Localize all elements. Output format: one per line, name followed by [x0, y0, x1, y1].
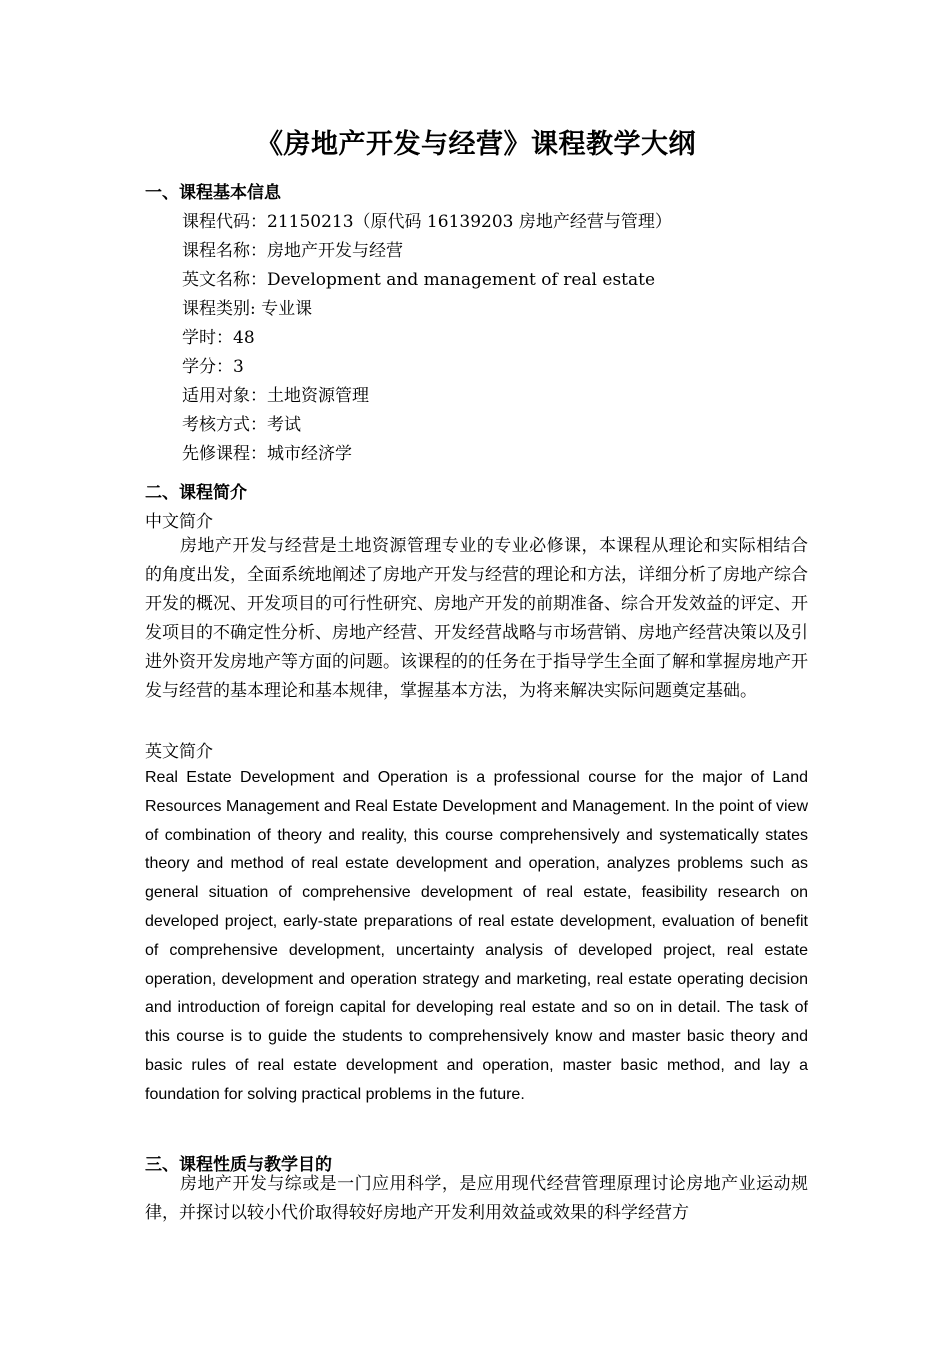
- english-intro-label: 英文简介: [145, 742, 213, 762]
- section-heading-basic-info: 一、课程基本信息: [145, 183, 281, 203]
- chinese-intro-label: 中文简介: [145, 512, 213, 532]
- course-code: 课程代码：21150213（原代码 16139203 房地产经营与管理）: [182, 212, 672, 232]
- course-credits: 学分：3: [182, 357, 244, 377]
- english-intro-paragraph: Real Estate Development and Operation is a professional course for the major of Land Resources Management and Real Estate Development and Management. In the point of view of combination of theory and reality, this course comprehensively and systematically states theory and method of real estate development and operation, analyzes problems such as general situation of comprehensive development of real estate, feasibility research on developed project, early-state preparations of real estate development, evaluation of benefit of comprehensive development, uncertainty analysis of developed project, real estate operation, development and operation strategy and marketing, real estate operating decision and introduction of foreign capital for developing real estate and so on in detail. The task of this course is to guide the students to comprehensively know and master basic theory and basic rules of real estate development and operation, master basic method, and lay a foundation for solving practical problems in the future.: [145, 769, 808, 1103]
- document-title: 《房地产开发与经营》课程教学大纲: [256, 129, 696, 160]
- course-info-list: [182, 208, 672, 469]
- course-prerequisite: 先修课程：城市经济学: [182, 444, 352, 464]
- nature-purpose-paragraph: 房地产开发与综或是一门应用科学，是应用现代经营管理原理讨论房地产业运动规律，并探讨以较小代价取得较好房地产开发利用效益或效果的科学经营方: [145, 1174, 808, 1223]
- course-audience: 适用对象：土地资源管理: [182, 386, 369, 406]
- course-assessment: 考核方式：考试: [182, 415, 301, 435]
- section-heading-introduction: 二、课程简介: [145, 483, 247, 503]
- course-category: 课程类别: 专业课: [182, 299, 313, 319]
- chinese-intro-paragraph: 房地产开发与经营是土地资源管理专业的专业必修课，本课程从理论和实际相结合的角度出发，全面系统地阐述了房地产开发与经营的理论和方法，详细分析了房地产综合开发的概况、开发项目的可行性研究、房地产开发的前期准备、综合开发效益的评定、开发项目的不确定性分析、房地产经营、开发经营战略与市场营销、房地产经营决策以及引进外资开发房地产等方面的问题。该课程的的任务在于指导学生全面了解和掌握房地产开发与经营的基本理论和基本规律，掌握基本方法，为将来解决实际问题奠定基础。: [145, 536, 808, 701]
- course-english-name: 英文名称：Development and management of real estate: [182, 270, 656, 290]
- course-hours: 学时：48: [182, 328, 255, 348]
- course-name: 课程名称：房地产开发与经营: [182, 241, 403, 261]
- section-heading-nature-purpose: 三、课程性质与教学目的: [145, 1155, 332, 1175]
